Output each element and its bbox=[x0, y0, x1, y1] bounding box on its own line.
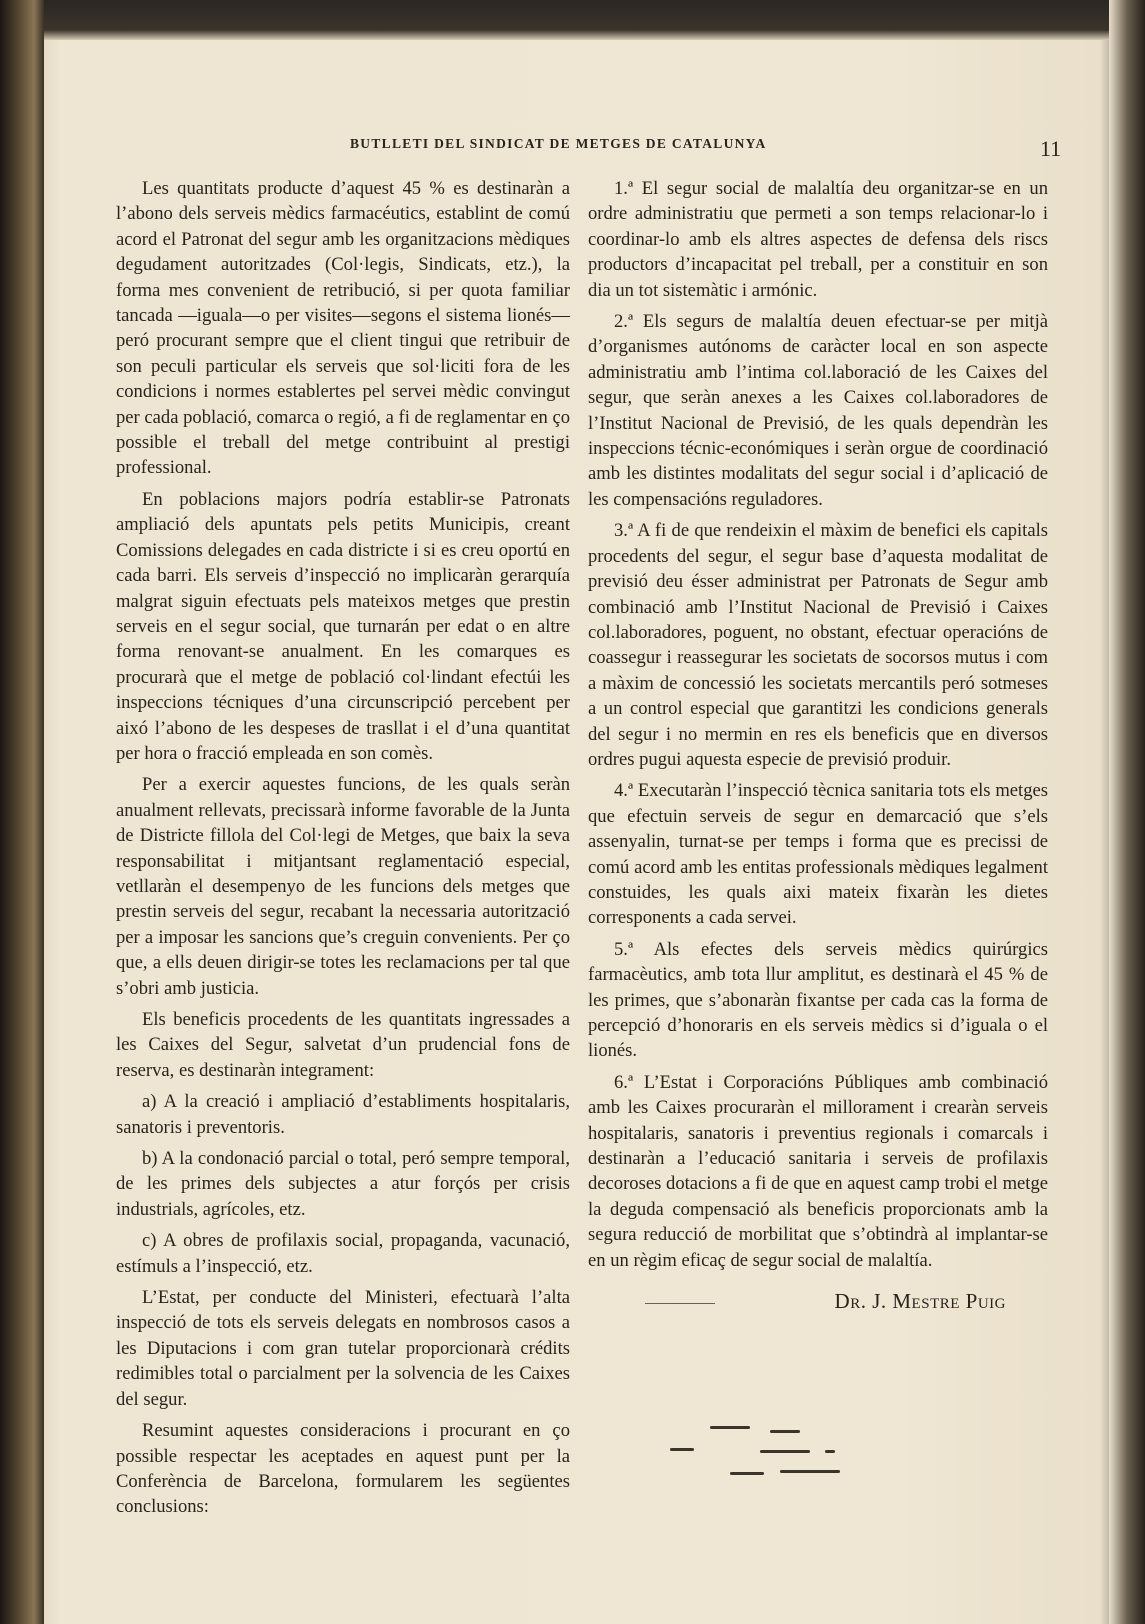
conclusion-4: 4.ª Executaràn l’inspecció tècnica sanitaria tots els metges que efectuin serveis de segur en demarcació que s’els assenyalin, turnat-se per temps i forma que es precissi de comú acord amb les entitas professionals mèdiques legalment constuides, les quals aixi mateix fixaràn les dietes corresponents a cada servei. bbox=[588, 780, 1048, 929]
signature-rule bbox=[645, 1303, 715, 1304]
paragraph: En poblacions majors podría establir-se Patronats ampliació dels apuntats pels petits Municipis, creant Comissions delegades en cada districte i si es creu oportú en cada barri. Els serveis d’inspecció no implicaràn gerarquía malgrat siguin efectuats pels mateixos metges que prestin serveis en el segur social, que turnarán per edat o en altre forma renovant-se anualment. En les comarques es procurarà que el metge de població col·lindant efectúi les inspeccions técniques d’una circunscripció percebent per aixó l’abono de les despeses de trasllat i el d’una quantitat per hora o fracció empleada en son comès. bbox=[116, 488, 570, 764]
paragraph: Per a exercir aquestes funcions, de les quals seràn anualment rellevats, precissarà informe favorable de la Junta de Districte fillola del Col·legi de Metges, que baix la seva responsabilitat i mitjantsant reglamentació especial, vetllaràn el desempenyo de les funcions dels metges que prestin serveis del segur, recabant la necessaria autorització per a imposar les sancions que’s creguin convenients. Per ço que, a ells deuen dirigir-se totes les reclamacions per tal que s’obri amb justicia. bbox=[116, 774, 570, 999]
conclusion-6: 6.ª L’Estat i Corporacións Públiques amb combinació amb les Caixes procuraràn el millorament i crearàn serveis hospitalaris, sanatoris i preventius regionals i comarcals i destinaràn a l’educació sanitaria i serveis de profilaxis decoroses dotacions a fi de que en aquest camp trobi el metge la deguda compensació als beneficis proporcionats amb la segura reducció de morbilitat que s’obtindrà al implantar-se en un règim eficaç de segur social de malaltía. bbox=[588, 1071, 1048, 1271]
page-number: 11 bbox=[1040, 136, 1062, 161]
list-item-a: a) A la creació i ampliació d’establiments hospitalaris, sanatoris i preventoris. bbox=[116, 1091, 570, 1138]
list-item-c: c) A obres de profilaxis social, propaganda, vacunació, estímuls a l’inspecció, etz. bbox=[116, 1230, 570, 1277]
paragraph: Els beneficis procedents de les quantitats ingressades a les Caixes del Segur, salvetat d’un prudencial fons de reserva, es destinaràn integrament: bbox=[116, 1009, 570, 1081]
book-binding-edge bbox=[0, 0, 44, 1624]
paragraph: Resumint aquestes consideracions i procurant en ço possible respectar les aceptades en aquest punt per la Conferència de Barcelona, formularem les següentes conclusions: bbox=[116, 1420, 570, 1518]
conclusion-5: 5.ª Als efectes dels serveis mèdics quirúrgics farmacèutics, amb tota llur amplitut, es destinarà el 45 % de les primes, que s’abonaràn fixantse per cada cas la forma de percepció d’honoraris en els serveis mèdics si d’iguala o el lionés. bbox=[588, 938, 1048, 1062]
right-column bbox=[588, 176, 1048, 1314]
paragraph: L’Estat, per conducte del Ministeri, efectuarà l’alta inspecció de tots els serveis delegats en nombrosos casos a les Diputacions i com gran tutelar proporcionarà crédits redimibles total o parcialment per la solvencia de les Caixes del segur. bbox=[116, 1287, 570, 1410]
ink-smudge-marks bbox=[650, 1420, 900, 1490]
signature-line bbox=[588, 1289, 1048, 1314]
page-right-edge bbox=[1109, 0, 1145, 1624]
conclusion-1: 1.ª El segur social de malaltía deu organitzar-se en un ordre administratiu que permeti a son temps relacionar-lo i coordinar-lo amb els altres aspectes de defensa dels riscs productors d’incapacitat pel treball, per a constituir en son dia un tot sistemàtic i armónic. bbox=[588, 178, 1048, 301]
running-head: BUTLLETI DEL SINDICAT DE METGES DE CATALUNYA bbox=[350, 136, 767, 151]
list-item-b: b) A la condonació parcial o total, peró sempre temporal, de les primes dels subjectes a atur forçós per crisis industrials, agrícoles, etz. bbox=[116, 1148, 570, 1220]
page-top-shadow bbox=[0, 0, 1145, 40]
signature: Dr. J. Mestre Puig bbox=[834, 1289, 1006, 1314]
conclusion-2: 2.ª Els segurs de malaltía deuen efectuar-se per mitjà d’organismes autónoms de caràcter local en son aspecte administratiu amb l’intima col.laboració de les Caixes del segur, que seràn anexes a les Caixes col.laboradores de l’Institut Nacional de Previsió, de les quals dependràn les inspeccions técnic-económiques i seràn orgue de coordinació amb les distintes modalitats del segur social i d’aplicació de les compensacións reguladores. bbox=[588, 311, 1048, 510]
conclusion-3: 3.ª A fi de que rendeixin el màxim de benefici els capitals procedents del segur, el segur base d’aquesta modalitat de previsió deu ésser administrat per Patronats de Segur amb combinació amb l’Institut Nacional de Previsió i Caixes col.laboradores, poguent, no obstant, efectuar operacións de coassegur i reassegurar les societats de socorsos mutus i com a màxim de concessió les societats mercantils peró sotmeses a un control especial que garantitzi les condicions generals del segur i no mermin en res els beneficis que en diversos ordres pugui aquesta especie de previsió produir. bbox=[588, 520, 1048, 770]
left-column bbox=[116, 176, 570, 1526]
paragraph: Les quantitats producte d’aquest 45 % es destinaràn a l’abono dels serveis mèdics farmacéutics, establint de comú acord el Patronat del segur amb les organitzacions mèdiques degudament autoritzades (Col·legis, Sindicats, etz.), la forma mes convenient de retribució, si per quota familiar tancada —iguala—o per visites—segons el sistema lionés— peró procurant sempre que el client tingui que retribuir de son peculi particular els serveis que sol·liciti fora de les condicions i normes establertes pel servei mèdic convingut per cada població, comarca o regió, a fi de reglamentar en ço possible el treball del metge contribuint al prestigi professional. bbox=[116, 178, 570, 479]
